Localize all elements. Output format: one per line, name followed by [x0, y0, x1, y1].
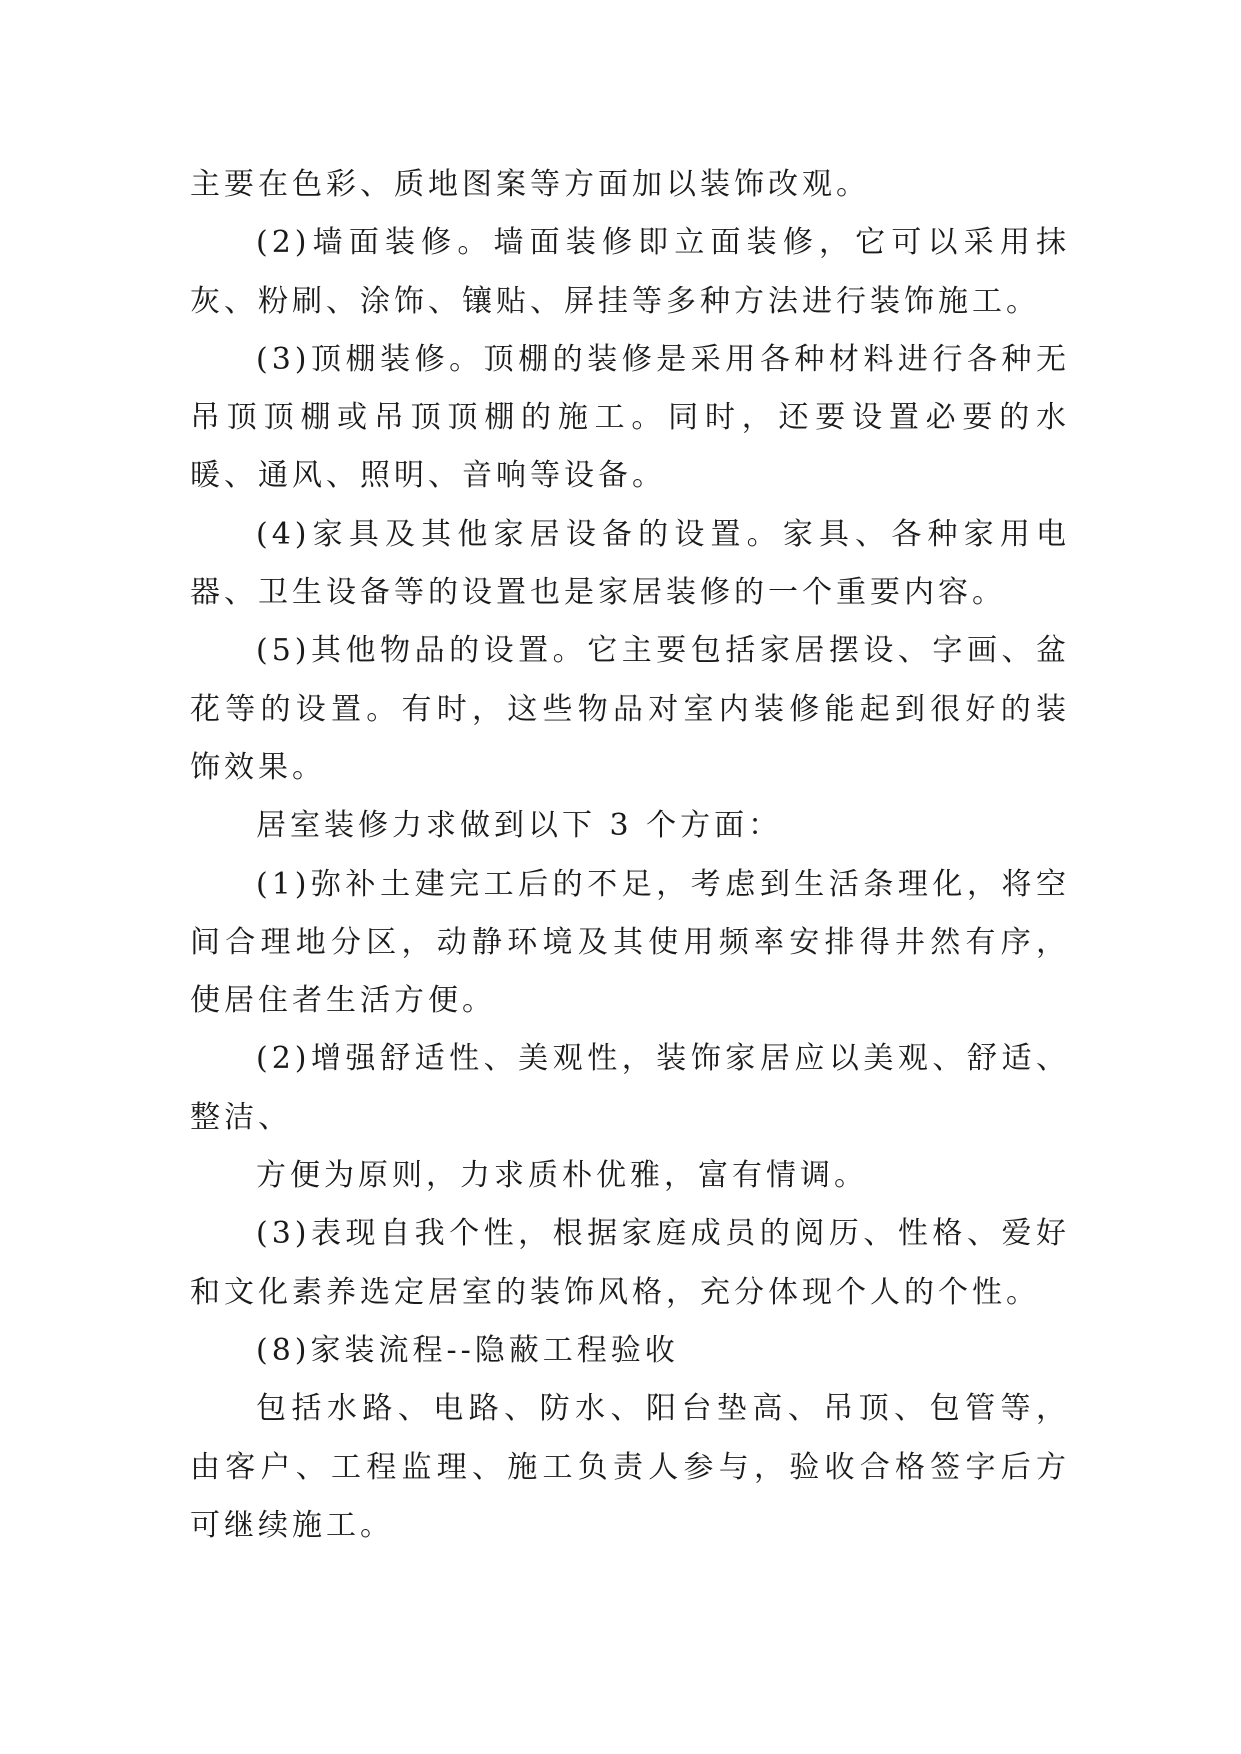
paragraph-2: (2)墙面装修。墙面装修即立面装修，它可以采用抹灰、粉刷、涂饰、镶贴、屏挂等多种方法进行装饰施工。	[190, 225, 1070, 319]
document-body	[190, 156, 1070, 1555]
paragraph-7: (1)弥补土建完工后的不足，考虑到生活条理化，将空间合理地分区，动静环境及其使用频率安排得井然有序，使居住者生活方便。	[190, 866, 1070, 1019]
paragraph-1: 主要在色彩、质地图案等方面加以装饰改观。	[190, 167, 870, 202]
paragraph-8: (2)增强舒适性、美观性，装饰家居应以美观、舒适、整洁、	[190, 1041, 1070, 1135]
paragraph-4: (4)家具及其他家居设备的设置。家具、各种家用电器、卫生设备等的设置也是家居装修的一个重要内容。	[190, 516, 1070, 611]
paragraph-5: (5)其他物品的设置。它主要包括家居摆设、字画、盆花等的设置。有时，这些物品对室内装修能起到很好的装饰效果。	[190, 633, 1070, 785]
paragraph-3: (3)顶棚装修。顶棚的装修是采用各种材料进行各种无吊顶顶棚或吊顶顶棚的施工。同时，还要设置必要的水暖、通风、照明、音响等设备。	[190, 341, 1070, 494]
paragraph-10: (3)表现自我个性，根据家庭成员的阅历、性格、爱好和文化素养选定居室的装饰风格，充分体现个人的个性。	[190, 1216, 1070, 1310]
paragraph-11: (8)家装流程--隐蔽工程验收	[256, 1332, 679, 1368]
paragraph-9: 方便为原则，力求质朴优雅，富有情调。	[256, 1158, 868, 1194]
paragraph-12: 包括水路、电路、防水、阳台垫高、吊顶、包管等，由客户、工程监理、施工负责人参与，验收合格签字后方可继续施工。	[190, 1391, 1070, 1543]
paragraph-6: 居室装修力求做到以下 3 个方面：	[256, 808, 783, 844]
